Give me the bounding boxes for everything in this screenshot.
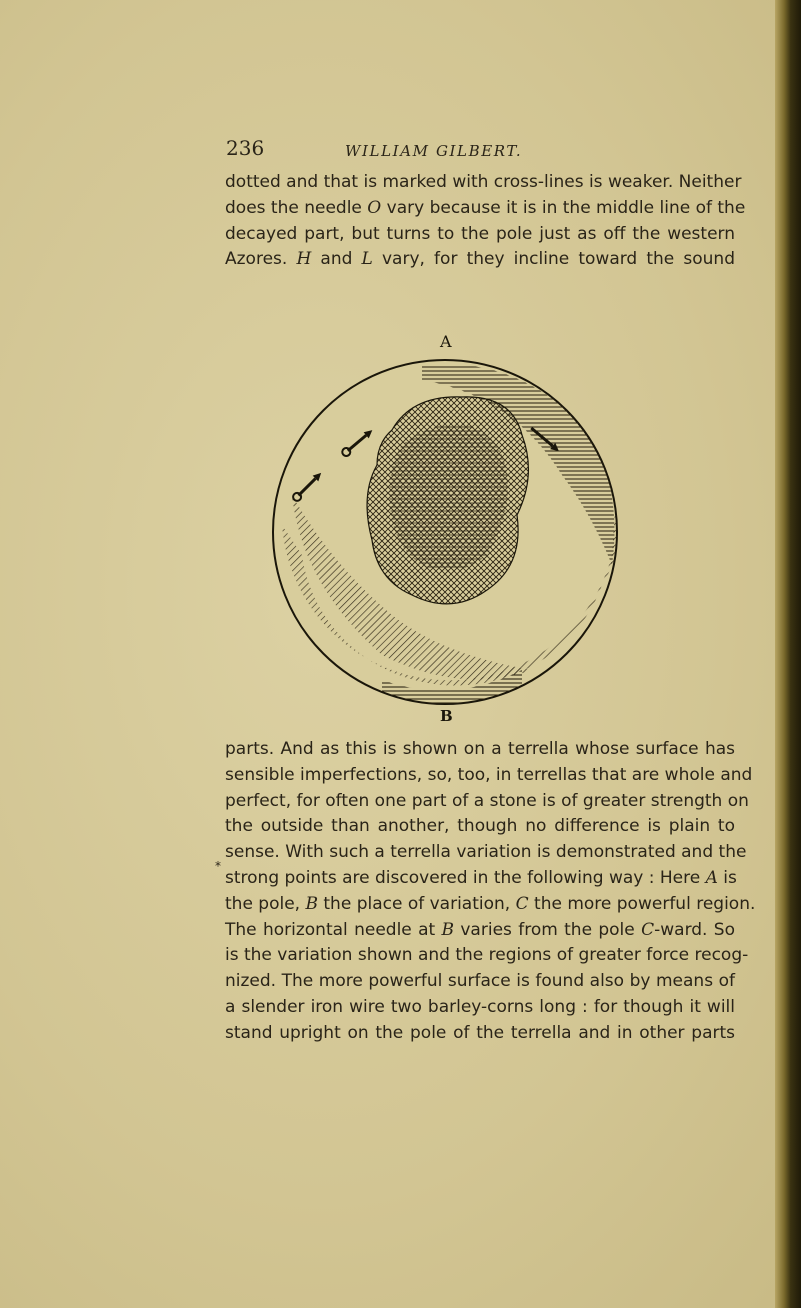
text-line: The horizontal needle at B varies from the pole C-ward. So: [225, 919, 735, 940]
label-a: A: [440, 332, 452, 351]
terrella-illustration: [262, 325, 642, 725]
text-line: is the variation shown and the regions of greater force recog-: [225, 945, 749, 966]
paragraph-bottom: [225, 737, 756, 1047]
text-line: stand upright on the pole of the terrella and in other parts: [225, 1022, 735, 1043]
text-line: decayed part, but turns to the pole just as off the western: [225, 223, 735, 244]
page-number: 236: [226, 136, 265, 160]
text-line: parts. And as this is shown on a terrella whose surface has: [225, 739, 735, 759]
text-line: Azores. H and L vary, for they incline toward the sound: [225, 249, 735, 270]
text-line: does the needle O vary because it is in the middle line of the: [225, 197, 746, 218]
margin-marker: *: [215, 859, 221, 873]
text-line: nized. The more powerful surface is found also by means of: [225, 971, 735, 992]
text-line: the pole, B the place of variation, C the more powerful region.: [225, 893, 756, 914]
text-line: sense. With such a terrella variation is demonstrated and the: [225, 842, 747, 863]
text-line: the outside than another, though no difference is plain to: [225, 816, 735, 837]
running-head: WILLIAM GILBERT.: [345, 142, 523, 160]
text-line: dotted and that is marked with cross-lines is weaker. Neither: [225, 172, 742, 192]
page-edge: [775, 0, 801, 1308]
label-b: B: [440, 707, 453, 725]
terrella-figure: [262, 325, 642, 725]
paragraph-top: [225, 170, 746, 273]
text-line: a slender iron wire two barley-corns long : for though it will: [225, 996, 735, 1017]
text-line: perfect, for often one part of a stone is of greater strength on: [225, 790, 749, 811]
text-line: sensible imperfections, so, too, in terrellas that are whole and: [225, 764, 753, 785]
text-line: strong points are discovered in the following way : Here A is: [225, 867, 737, 888]
page-header: [0, 136, 780, 166]
